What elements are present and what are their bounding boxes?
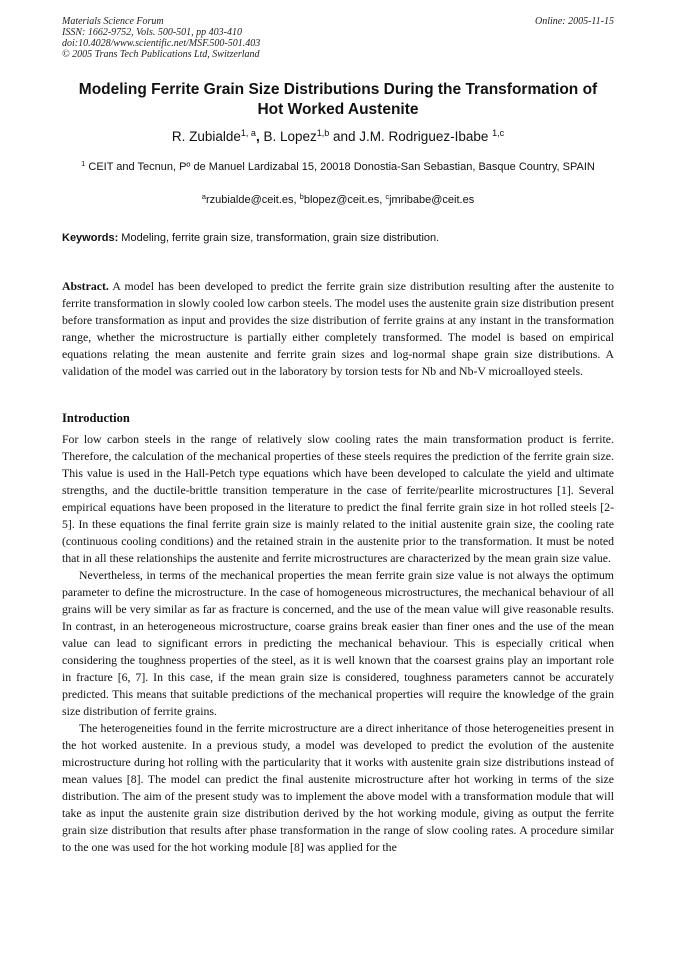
abstract <box>62 278 614 380</box>
doi-line: doi:10.4028/www.scientific.net/MSF.500-501.403 <box>62 38 261 49</box>
author-1-name: R. Zubialde <box>171 129 241 144</box>
issn-line: ISSN: 1662-9752, Vols. 500-501, pp 403-410 <box>62 27 242 38</box>
intro-paragraph-1: For low carbon steels in the range of relatively slow cooling rates the main transformation product is ferrite. Therefore, the calculation of the mechanical properties of these steels requires the prediction of the ferrite grain size. This value is used in the Hall-Petch type equations which have been developed to calculate the yield and ultimate strengths, and the ductile-brittle transition temperature in the case of ferrite/pearlite microstructures [1]. Several empirical equations have been proposed in the literature to predict the final ferrite grain size in hot rolled steels [2-5]. In these equations the final ferrite grain size is mainly related to the initial austenite grain size, the cooling rate (continuous cooling conditions) and the retained strain in the austenite prior to the transformation. It must be noted that in all these relationships the austenite and ferrite microstructures are characterized by the mean grain size value. <box>62 432 614 565</box>
abstract-text: A model has been developed to predict the ferrite grain size distribution resulting after the austenite to ferrite transformation in slowly cooled low carbon steels. The model uses the austenite grain size distribution present before transformation as input and provides the size distribution of ferrite grains at any instant in the transformation range, whether the microstructure is partially either completely transformed. The model is based on empirical equations relating the mean austenite and ferrite grain sizes and log-normal shape grain size distributions. A validation of the model was carried out in the laboratory by torsion tests for Nb and Nb-V microalloyed steels. <box>62 279 614 378</box>
author-3-affil: 1,c <box>492 128 505 138</box>
author-3-name: J.M. Rodriguez-Ibabe <box>359 129 493 144</box>
copyright-line: © 2005 Trans Tech Publications Ltd, Switzerland <box>62 49 260 60</box>
intro-paragraph-2: Nevertheless, in terms of the mechanical properties the mean ferrite grain size value is not always the optimum parameter to define the microstructure. In the case of homogeneous microstructures, the mechanical behaviour of all grains will be very similar as far as fracture is concerned, and the use of the mean value will give reasonable results. In contrast, in an heterogeneous microstructure, coarse grains break easier than finer ones and the use of the mean value can lead to significant errors in predicting the mechanical behaviour. This is especially critical when considering the toughness properties of the steel, as it is well known that the coarsest grains play an important role in fracture [6, 7]. In this case, if the mean grain size is considered, toughness parameters cannot be accurately predicted. This means that suitable predictions of the mechanical properties will require the knowledge of the grain size distribution of ferrite grains. <box>62 568 614 718</box>
author-and: and <box>329 129 360 144</box>
keywords-label: Keywords: <box>62 232 119 244</box>
author-2-name: B. Lopez <box>259 129 317 144</box>
title-line-1: Modeling Ferrite Grain Size Distributions During the Transformation of <box>78 81 598 98</box>
affiliation-text: CEIT and Tecnun, Pº de Manuel Lardizabal 15, 20018 Donostia-San Sebastian, Basque Country, SPAIN <box>85 161 595 173</box>
abstract-label: Abstract. <box>62 279 109 293</box>
author-1-affil: 1, a <box>240 128 256 138</box>
section-heading-introduction: Introduction <box>62 411 130 425</box>
author-emails <box>62 193 614 207</box>
affiliation <box>62 160 614 174</box>
author-separator: , <box>255 129 260 144</box>
email-c-marker: c <box>385 192 390 201</box>
keywords <box>62 231 614 245</box>
keywords-text: Modeling, ferrite grain size, transformation, grain size distribution. <box>118 232 440 244</box>
email-b[interactable]: blopez@ceit.es, <box>303 194 386 206</box>
email-a-marker: a <box>201 192 206 201</box>
email-c[interactable]: jmribabe@ceit.es <box>389 194 475 206</box>
journal-header <box>62 16 614 60</box>
paper-title <box>62 80 614 120</box>
author-2-affil: 1,b <box>316 128 330 138</box>
email-a[interactable]: rzubialde@ceit.es, <box>205 194 300 206</box>
email-b-marker: b <box>299 192 304 201</box>
author-list <box>62 128 614 146</box>
title-line-2: Hot Worked Austenite <box>257 101 419 118</box>
intro-paragraph-3: The heterogeneities found in the ferrite microstructure are a direct inheritance of those heterogeneities present in the hot worked austenite. In a previous study, a model was developed to predict the evolution of the austenite microstructure during hot rolling with the particularity that it works with austenite grain size distributions instead of mean values [8]. The model can predict the final austenite microstructure after hot working in terms of the size distribution. The aim of the present study was to implement the above model with a transformation module that will take as input the austenite grain size distribution derived by the hot working module, giving as output the ferrite grain size distribution that results after phase transformation in the range of slow cooling rates. A procedure similar to the one was used for the hot working module [8] was applied for the <box>62 721 614 854</box>
online-date: Online: 2005-11-15 <box>535 16 614 27</box>
journal-name: Materials Science Forum <box>62 16 164 27</box>
affiliation-marker: 1 <box>81 159 86 168</box>
introduction-body <box>62 431 614 856</box>
